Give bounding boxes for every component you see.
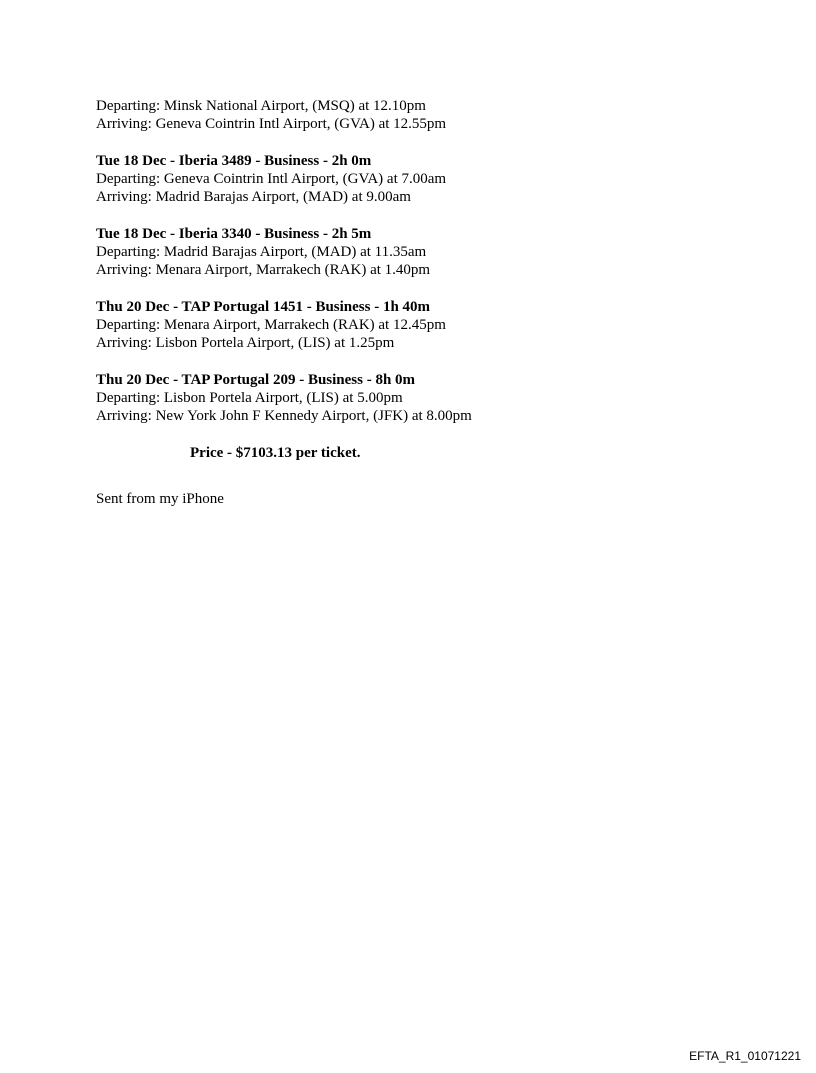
bates-number: EFTA_R1_01071221 bbox=[689, 1049, 801, 1063]
ticket-price: Price - $7103.13 per ticket. bbox=[190, 445, 361, 461]
flight-heading: Tue 18 Dec - Iberia 3489 - Business - 2h 0m bbox=[96, 153, 372, 169]
arrival-line: Arriving: Geneva Cointrin Intl Airport, (GVA) at 12.55pm bbox=[96, 116, 447, 132]
flight-segment-4 bbox=[96, 298, 776, 352]
email-signature: Sent from my iPhone bbox=[96, 491, 224, 507]
departure-line: Departing: Minsk National Airport, (MSQ) at 12.10pm bbox=[96, 98, 426, 114]
flight-heading: Thu 20 Dec - TAP Portugal 209 - Business - 8h 0m bbox=[96, 372, 416, 388]
departure-line: Departing: Geneva Cointrin Intl Airport, (GVA) at 7.00am bbox=[96, 171, 447, 187]
flight-segment-2 bbox=[96, 152, 776, 206]
flight-heading: Tue 18 Dec - Iberia 3340 - Business - 2h 5m bbox=[96, 226, 372, 242]
flight-segment-1 bbox=[96, 97, 776, 133]
arrival-line: Arriving: Madrid Barajas Airport, (MAD) at 9.00am bbox=[96, 189, 411, 205]
departure-line: Departing: Lisbon Portela Airport, (LIS) at 5.00pm bbox=[96, 390, 403, 406]
departure-line: Departing: Madrid Barajas Airport, (MAD) at 11.35am bbox=[96, 244, 427, 260]
departure-line: Departing: Menara Airport, Marrakech (RAK) at 12.45pm bbox=[96, 317, 446, 333]
flight-segment-3 bbox=[96, 225, 776, 279]
email-body bbox=[96, 97, 776, 508]
arrival-line: Arriving: Menara Airport, Marrakech (RAK) at 1.40pm bbox=[96, 262, 431, 278]
arrival-line: Arriving: Lisbon Portela Airport, (LIS) at 1.25pm bbox=[96, 335, 395, 351]
flight-segment-5 bbox=[96, 371, 776, 425]
arrival-line: Arriving: New York John F Kennedy Airport, (JFK) at 8.00pm bbox=[96, 408, 472, 424]
flight-heading: Thu 20 Dec - TAP Portugal 1451 - Business - 1h 40m bbox=[96, 299, 431, 315]
